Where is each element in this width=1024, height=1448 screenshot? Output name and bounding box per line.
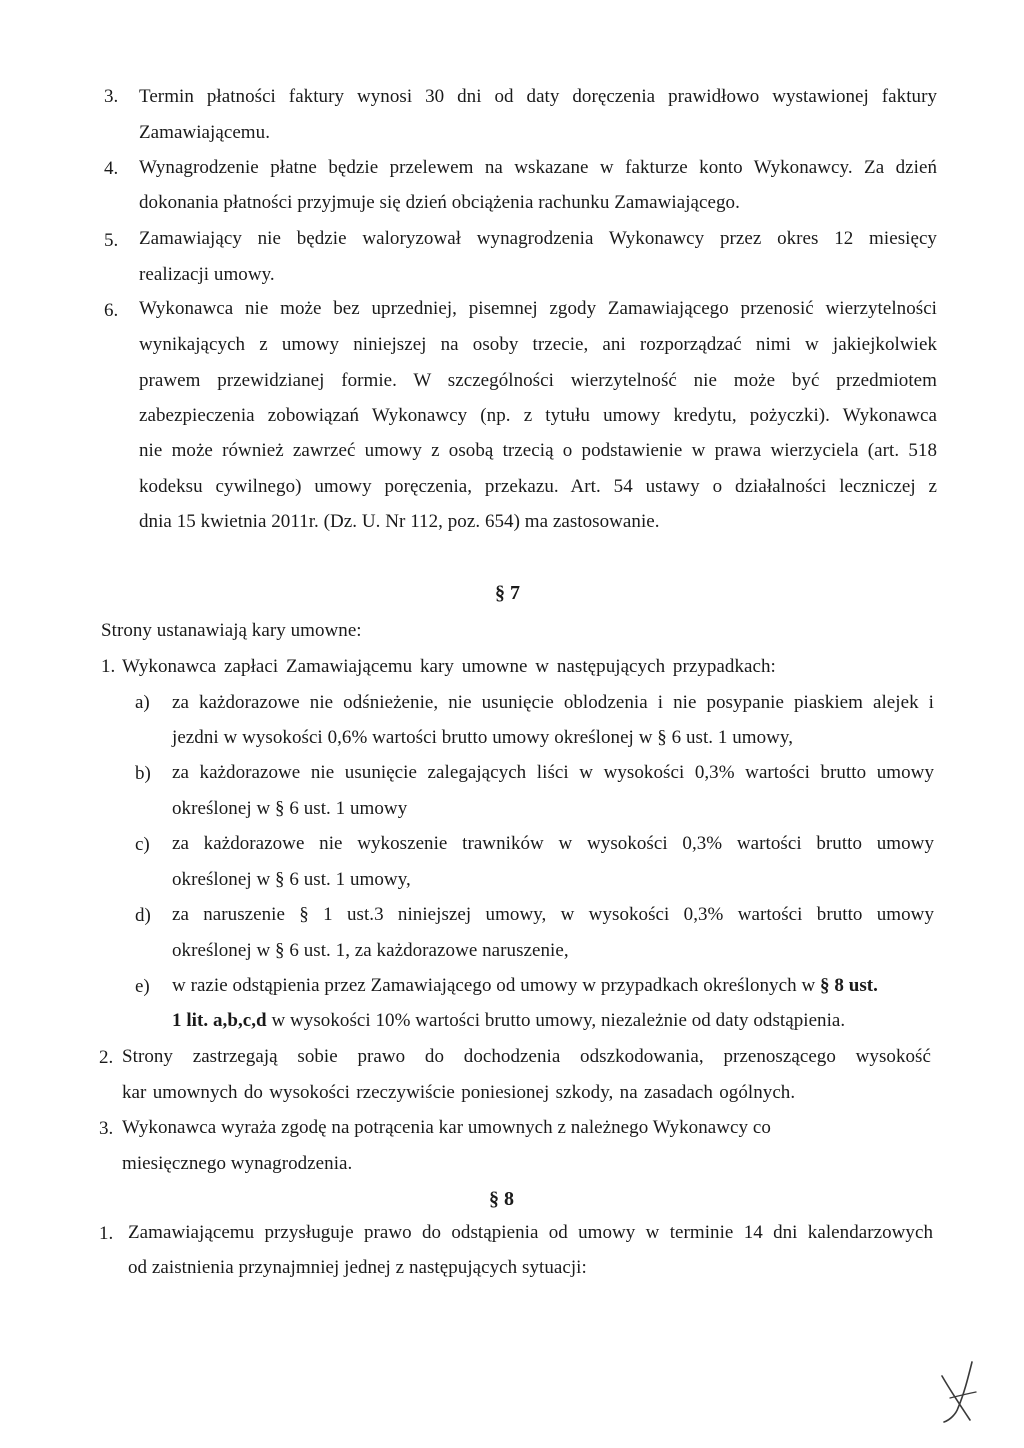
- paragraph-line: od zaistnienia przynajmniej jednej z następujących sytuacji:: [128, 1257, 587, 1278]
- paragraph-line: kar umownych do wysokości rzeczywiście poniesionej szkody, na zasadach ogólnych.: [122, 1082, 796, 1103]
- paragraph-line: określonej w § 6 ust. 1, za każdorazowe naruszenie,: [172, 940, 569, 961]
- paragraph-line: Wykonawca zapłaci Zamawiającemu kary umowne w następujących przypadkach:: [122, 656, 776, 677]
- subitem-letter: d): [135, 905, 151, 926]
- item-number: 2.: [99, 1047, 114, 1068]
- paragraph-line: zabezpieczenia zobowiązań Wykonawcy (np. z tytułu umowy kredytu, pożyczki). Wykonawca: [139, 405, 937, 426]
- subitem-letter: c): [135, 834, 150, 855]
- item-number: 1.: [99, 1223, 114, 1244]
- handwritten-initials: [928, 1358, 988, 1428]
- subitem-letter: b): [135, 763, 151, 784]
- item-number: 3.: [104, 86, 119, 107]
- item-number: 3.: [99, 1118, 114, 1139]
- paragraph-line: kodeksu cywilnego) umowy poręczenia, przekazu. Art. 54 ustawy o działalności leczniczej z: [139, 476, 937, 497]
- paragraph-text: w razie odstąpienia przez Zamawiającego od umowy w przypadkach określonych w: [172, 975, 821, 996]
- paragraph-line: za naruszenie § 1 ust.3 niniejszej umowy, w wysokości 0,3% wartości brutto umowy: [172, 904, 934, 925]
- paragraph-line: dokonania płatności przyjmuje się dzień obciążenia rachunku Zamawiającego.: [139, 192, 740, 213]
- paragraph-line: prawem przewidzianej formie. W szczególności wierzytelność nie może być przedmiotem: [139, 370, 937, 391]
- item-number: 4.: [104, 158, 119, 179]
- paragraph-line: Strony zastrzegają sobie prawo do dochodzenia odszkodowania, przenoszącego wysokość: [122, 1046, 931, 1067]
- paragraph-line: za każdorazowe nie odśnieżenie, nie usunięcie oblodzenia i nie posypanie piaskiem alejek i: [172, 692, 934, 713]
- paragraph-line: [172, 973, 878, 999]
- paragraph-line: Wynagrodzenie płatne będzie przelewem na wskazane w fakturze konto Wykonawcy. Za dzień: [139, 157, 937, 178]
- paragraph-line: Zamawiającemu.: [139, 122, 270, 143]
- paragraph-text: w wysokości 10% wartości brutto umowy, niezależnie od daty odstąpienia.: [266, 1010, 846, 1031]
- item-number: 6.: [104, 300, 119, 321]
- paragraph-line: wynikających z umowy niniejszej na osoby trzecie, ani rozporządzać nimi w jakiejkolwiek: [139, 334, 937, 355]
- paragraph-line: [172, 1008, 845, 1034]
- bold-reference: 1 lit. a,b,c,d: [172, 1010, 267, 1031]
- paragraph-line: Wykonawca nie może bez uprzedniej, pisemnej zgody Zamawiającego przenosić wierzytelności: [139, 298, 937, 319]
- paragraph-line: za każdorazowe nie usunięcie zalegających liści w wysokości 0,3% wartości brutto umowy: [172, 762, 934, 783]
- subitem-letter: a): [135, 692, 150, 713]
- paragraph-line: miesięcznego wynagrodzenia.: [122, 1153, 353, 1174]
- section-intro: Strony ustanawiają kary umowne:: [101, 620, 362, 641]
- item-number: 5.: [104, 230, 119, 251]
- paragraph-line: określonej w § 6 ust. 1 umowy,: [172, 869, 411, 890]
- section-heading: § 7: [495, 582, 520, 604]
- paragraph-line: nie może również zawrzeć umowy z osobą trzecią o podstawienie w prawa wierzyciela (art. 518: [139, 440, 937, 461]
- paragraph-line: jezdni w wysokości 0,6% wartości brutto umowy określonej w § 6 ust. 1 umowy,: [172, 727, 794, 748]
- paragraph-line: Termin płatności faktury wynosi 30 dni od daty doręczenia prawidłowo wystawionej faktury: [139, 86, 937, 107]
- paragraph-line: Zamawiającemu przysługuje prawo do odstąpienia od umowy w terminie 14 dni kalendarzowych: [128, 1222, 933, 1243]
- subitem-letter: e): [135, 976, 150, 997]
- bold-reference: § 8 ust.: [820, 975, 878, 996]
- paragraph-line: określonej w § 6 ust. 1 umowy: [172, 798, 408, 819]
- paragraph-line: Zamawiający nie będzie waloryzował wynagrodzenia Wykonawcy przez okres 12 miesięcy: [139, 228, 937, 249]
- paragraph-line: dnia 15 kwietnia 2011r. (Dz. U. Nr 112, poz. 654) ma zastosowanie.: [139, 511, 660, 532]
- section-heading: § 8: [489, 1188, 514, 1210]
- paragraph-line: Wykonawca wyraża zgodę na potrącenia kar umownych z należnego Wykonawcy co: [122, 1117, 771, 1138]
- paragraph-line: realizacji umowy.: [139, 264, 275, 285]
- item-number: 1.: [101, 656, 116, 677]
- paragraph-line: za każdorazowe nie wykoszenie trawników w wysokości 0,3% wartości brutto umowy: [172, 833, 934, 854]
